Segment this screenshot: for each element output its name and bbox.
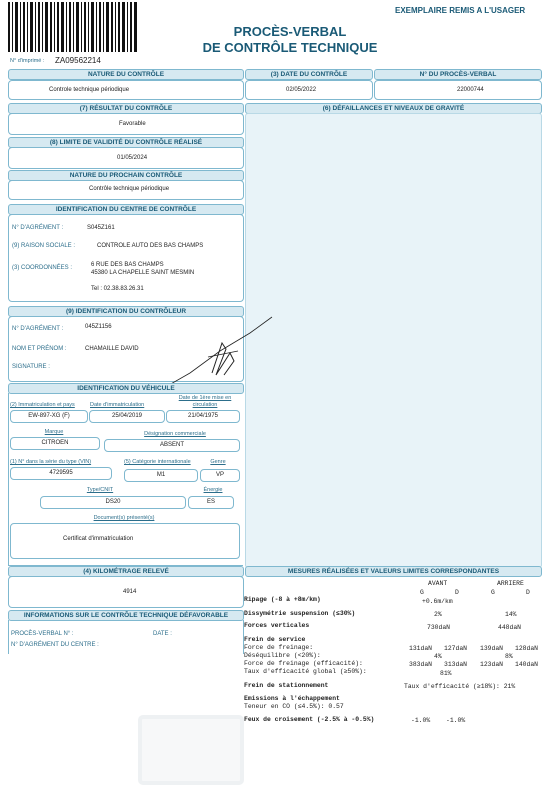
- defavorable-pv-label: PROCÈS-VERBAL N° :: [11, 631, 74, 637]
- energie-field: ES: [188, 496, 234, 509]
- num-pv-box: [374, 80, 542, 100]
- centre-agrement-value: S045Z161: [87, 225, 115, 231]
- energie-label: Énergie: [203, 487, 223, 493]
- mesures-avant: AVANT: [428, 580, 448, 587]
- defaillances-header: (6) DÉFAILLANCES ET NIVEAUX DE GRAVITÉ: [245, 103, 542, 114]
- centre-tel: Tel : 02.38.83.26.31: [91, 286, 144, 292]
- mesures-avant-g: G: [420, 589, 424, 596]
- emissions-label: Emissions à l'échappement: [244, 695, 340, 702]
- dissym-arriere: 14%: [505, 611, 517, 618]
- barcode-graphic: [8, 2, 138, 52]
- defavorable-agrement-label: N° D'AGRÉMENT DU CENTRE :: [11, 642, 99, 648]
- ripage-label: Ripage (-8 à +8m/km): [244, 596, 321, 603]
- serie-label: (1) N° dans la série du type (VIN): [10, 459, 92, 465]
- controleur-nom-value: CHAMAILLE DAVID: [85, 346, 139, 352]
- feux-label: Feux de croisement (-2.5% à -0.5%): [244, 716, 375, 723]
- page-title-line2: DE CONTRÔLE TECHNIQUE: [202, 40, 378, 55]
- force-eff-label: Force de freinage (efficacité):: [244, 660, 363, 667]
- force-eff-3: 123daN: [480, 661, 504, 668]
- stationnement-value: Taux d'efficacité (≥18%): 21%: [404, 683, 516, 690]
- resultat-header: (7) RÉSULTAT DU CONTRÔLE: [8, 103, 244, 114]
- prochain-header: NATURE DU PROCHAIN CONTRÔLE: [8, 170, 244, 181]
- documents-field: [10, 523, 240, 559]
- controleur-nom-label: NOM ET PRÉNOM :: [12, 346, 67, 352]
- taux-global-label: Taux d'efficacité global (≥50%):: [244, 668, 367, 675]
- stationnement-label: Frein de stationnement: [244, 682, 329, 689]
- force-eff-4: 140daN: [515, 661, 539, 668]
- defavorable-box: [8, 620, 244, 654]
- controleur-agrement-label: N° D'AGRÉMENT :: [12, 326, 64, 332]
- nature-header: NATURE DU CONTRÔLE: [8, 69, 244, 80]
- centre-raison-label: (9) RAISON SOCIALE :: [12, 243, 76, 249]
- force-freinage-1: 131daN: [409, 645, 433, 652]
- date-immat-field: 25/04/2019: [89, 410, 165, 423]
- documents-value: Certificat d'immatriculation: [63, 536, 134, 542]
- controleur-agrement-value: 045Z1156: [85, 324, 112, 330]
- serie-field: 4729595: [10, 467, 112, 480]
- date-controle-header: (3) DATE DU CONTRÔLE: [245, 69, 373, 80]
- immat-field: EW-897-XG (F): [10, 410, 88, 423]
- date-controle-value: 02/05/2022: [286, 87, 317, 93]
- forces-label: Forces verticales: [244, 622, 310, 629]
- resultat-box: [8, 113, 244, 135]
- vehicule-header: IDENTIFICATION DU VÉHICULE: [8, 383, 244, 394]
- marque-label: Marque: [44, 429, 64, 435]
- centre-box: [8, 214, 244, 302]
- defavorable-date-label: DATE :: [153, 631, 172, 637]
- frein-service-label: Frein de service: [244, 636, 306, 643]
- validite-header: (8) LIMITE DE VALIDITÉ DU CONTRÔLE RÉALISÉ: [8, 137, 244, 148]
- defaillances-area: [245, 113, 542, 568]
- mesures-arriere-d: D: [526, 589, 530, 596]
- force-eff-1: 383daN: [409, 661, 433, 668]
- desequilibre-label: Déséquilibre (<20%):: [244, 652, 321, 659]
- exemplaire-label: EXEMPLAIRE REMIS A L'USAGER: [395, 6, 526, 15]
- genre-field: VP: [200, 469, 240, 482]
- centre-address2: 45380 LA CHAPELLE SAINT MESMIN: [91, 270, 195, 276]
- kilometrage-box: [8, 576, 244, 608]
- kilometrage-value: 4914: [123, 589, 137, 595]
- page-title-line1: PROCÈS-VERBAL: [233, 24, 347, 39]
- immat-label: (2) Immatriculation et pays: [10, 402, 75, 408]
- nature-box: [8, 80, 244, 100]
- barcode: [8, 2, 138, 52]
- kilometrage-header: (4) KILOMÉTRAGE RELEVÉ: [8, 566, 244, 577]
- forces-arriere: 448daN: [498, 624, 522, 631]
- centre-agrement-label: N° D'AGRÉMENT :: [12, 225, 64, 231]
- mesures-avant-d: D: [455, 589, 459, 596]
- feux-1: -1.0%: [411, 717, 431, 724]
- force-freinage-4: 128daN: [515, 645, 539, 652]
- categorie-label: (5) Catégorie internationale: [124, 459, 191, 465]
- stamp-watermark: [138, 715, 244, 785]
- imprime-value: ZA09562214: [55, 56, 101, 65]
- centre-raison-value: CONTROLE AUTO DES BAS CHAMPS: [97, 243, 204, 249]
- ripage-value: +0.6m/km: [422, 598, 453, 605]
- documents-label: Document(s) présenté(s): [93, 515, 155, 521]
- force-freinage-2: 127daN: [444, 645, 468, 652]
- centre-header: IDENTIFICATION DU CENTRE DE CONTRÔLE: [8, 204, 244, 215]
- controleur-signature-label: SIGNATURE :: [12, 364, 50, 370]
- prochain-box: [8, 180, 244, 200]
- dissym-label: Dissymétrie suspension (≤30%): [244, 610, 356, 617]
- date-mise-label: Date de 1ère mise en circulation: [178, 395, 232, 408]
- designation-field: ABSENT: [104, 439, 240, 452]
- force-freinage-label: Force de freinage:: [244, 644, 314, 651]
- teneur-label: Teneur en CO (≤4.5%): 0.57: [244, 703, 344, 710]
- validite-value: 01/05/2024: [117, 155, 148, 161]
- genre-label: Genre: [210, 459, 226, 465]
- nature-value: Controle technique périodique: [49, 87, 130, 93]
- force-eff-2: 313daN: [444, 661, 468, 668]
- desequilibre-arriere: 8%: [505, 653, 513, 660]
- validite-box: [8, 147, 244, 169]
- dissym-avant: 2%: [434, 611, 442, 618]
- force-freinage-3: 139daN: [480, 645, 504, 652]
- num-pv-value: 22000744: [457, 87, 484, 93]
- mesures-arriere-g: G: [491, 589, 495, 596]
- centre-coord-label: (3) COORDONNÉES :: [12, 265, 73, 271]
- forces-avant: 730daN: [427, 624, 451, 631]
- marque-field: CITROEN: [10, 437, 100, 450]
- mesures-arriere: ARRIERE: [497, 580, 524, 587]
- desequilibre-avant: 4%: [434, 653, 442, 660]
- controleur-header: (9) IDENTIFICATION DU CONTRÔLEUR: [8, 306, 244, 317]
- defavorable-header: INFORMATIONS SUR LE CONTRÔLE TECHNIQUE DÉFAVORABLE: [8, 610, 244, 621]
- mesures-header: MESURES RÉALISÉES ET VALEURS LIMITES CORRESPONDANTES: [245, 566, 542, 577]
- designation-label: Désignation commerciale: [144, 431, 206, 437]
- categorie-field: M1: [124, 469, 198, 482]
- date-mise-field: 21/04/1975: [166, 410, 240, 423]
- centre-address1: 6 RUE DES BAS CHAMPS: [91, 262, 164, 268]
- date-immat-label: Date d'immatriculation: [90, 402, 145, 408]
- num-pv-header: N° DU PROCÈS-VERBAL: [374, 69, 542, 80]
- date-controle-box: [245, 80, 373, 100]
- imprime-label: N° d'imprimé :: [10, 58, 45, 64]
- type-field: DS20: [40, 496, 186, 509]
- prochain-value: Contrôle technique périodique: [89, 186, 170, 192]
- type-label: Type/CNIT: [86, 487, 114, 493]
- taux-global-value: 81%: [440, 670, 452, 677]
- feux-2: -1.0%: [446, 717, 466, 724]
- resultat-value: Favorable: [119, 121, 146, 127]
